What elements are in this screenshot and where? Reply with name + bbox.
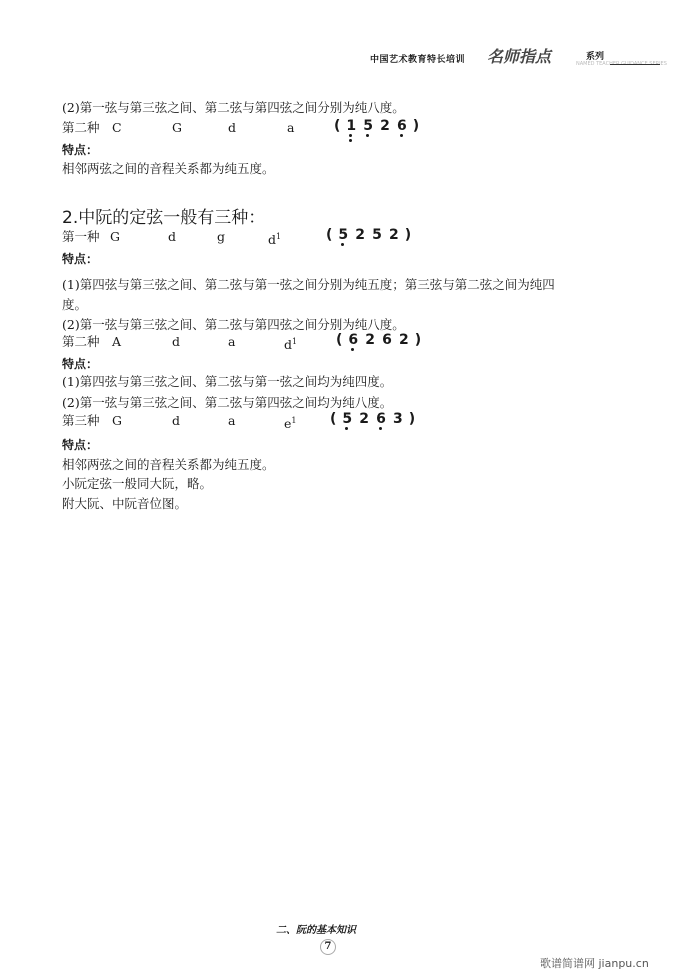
tuning-note: G <box>112 413 122 428</box>
header-rule <box>610 64 660 65</box>
jianpu-notation: ( 5 2 5 2 ) <box>326 227 411 243</box>
text-line: (2)第一弦与第三弦之间、第二弦与第四弦之间分别为纯八度。 <box>62 100 405 115</box>
text-line: 相邻两弦之间的音程关系都为纯五度。 <box>62 457 275 472</box>
tuning-name: 第二种 <box>62 334 100 349</box>
tuning-name: 第二种 <box>62 120 100 135</box>
tuning-note: A <box>112 334 122 349</box>
tuning-note: g <box>217 229 226 244</box>
brand-logo: 名师指点 <box>487 47 552 66</box>
tuning-note: a <box>228 413 236 428</box>
tuning-name: 第一种 <box>62 229 100 244</box>
feature-label: 特点： <box>62 357 99 371</box>
feature-label: 特点： <box>62 438 99 452</box>
tuning-note: $e^1$ <box>284 416 297 432</box>
section-heading: 2.中阮的定弦一般有三种： <box>62 208 266 228</box>
text-line: (1)第四弦与第三弦之间、第二弦与第一弦之间分别为纯五度；第三弦与第二弦之间为纯四 <box>62 277 555 292</box>
tuning-note: a <box>287 120 295 135</box>
jianpu-notation: ( 1 5 2 6 ) <box>334 118 419 134</box>
tuning-note: d <box>172 413 181 428</box>
feature-label: 特点： <box>62 143 99 157</box>
text-line: 相邻两弦之间的音程关系都为纯五度。 <box>62 161 275 176</box>
tuning-note: G <box>110 229 120 244</box>
tuning-note: d <box>172 334 181 349</box>
series-subtitle: NAMED TEACHER GUIDANCE SERIES <box>576 61 667 67</box>
tuning-note: a <box>228 334 236 349</box>
tuning-note: $d^1$ <box>268 232 282 248</box>
jianpu-notation: ( 6 2 6 2 ) <box>336 332 421 348</box>
series-label: 系列 <box>586 52 605 62</box>
tuning-note: $d^1$ <box>284 337 298 353</box>
text-line: 附大阮、中阮音位图。 <box>62 496 188 511</box>
jianpu-notation: ( 5 2 6 3 ) <box>330 411 415 427</box>
text-line: 小阮定弦一般同大阮，略。 <box>62 476 213 491</box>
text-line: (2)第一弦与第三弦之间、第二弦与第四弦之间分别为纯八度。 <box>62 317 405 332</box>
tuning-note: G <box>172 120 182 135</box>
tuning-note: C <box>112 120 122 135</box>
footer-section-title: 二、阮的基本知识 <box>276 925 356 936</box>
site-watermark: 歌谱简谱网 jianpu.cn <box>540 957 649 970</box>
tuning-note: d <box>228 120 237 135</box>
tuning-note: d <box>168 229 177 244</box>
text-line: (2)第一弦与第三弦之间、第二弦与第四弦之间均为纯八度。 <box>62 395 393 410</box>
text-line: (1)第四弦与第三弦之间、第二弦与第一弦之间均为纯四度。 <box>62 374 393 389</box>
tuning-name: 第三种 <box>62 413 100 428</box>
series-title: 中国艺术教育特长培训 <box>370 55 466 65</box>
text-line: 度。 <box>62 297 88 312</box>
page-number: 7 <box>320 939 336 955</box>
feature-label: 特点： <box>62 252 99 266</box>
